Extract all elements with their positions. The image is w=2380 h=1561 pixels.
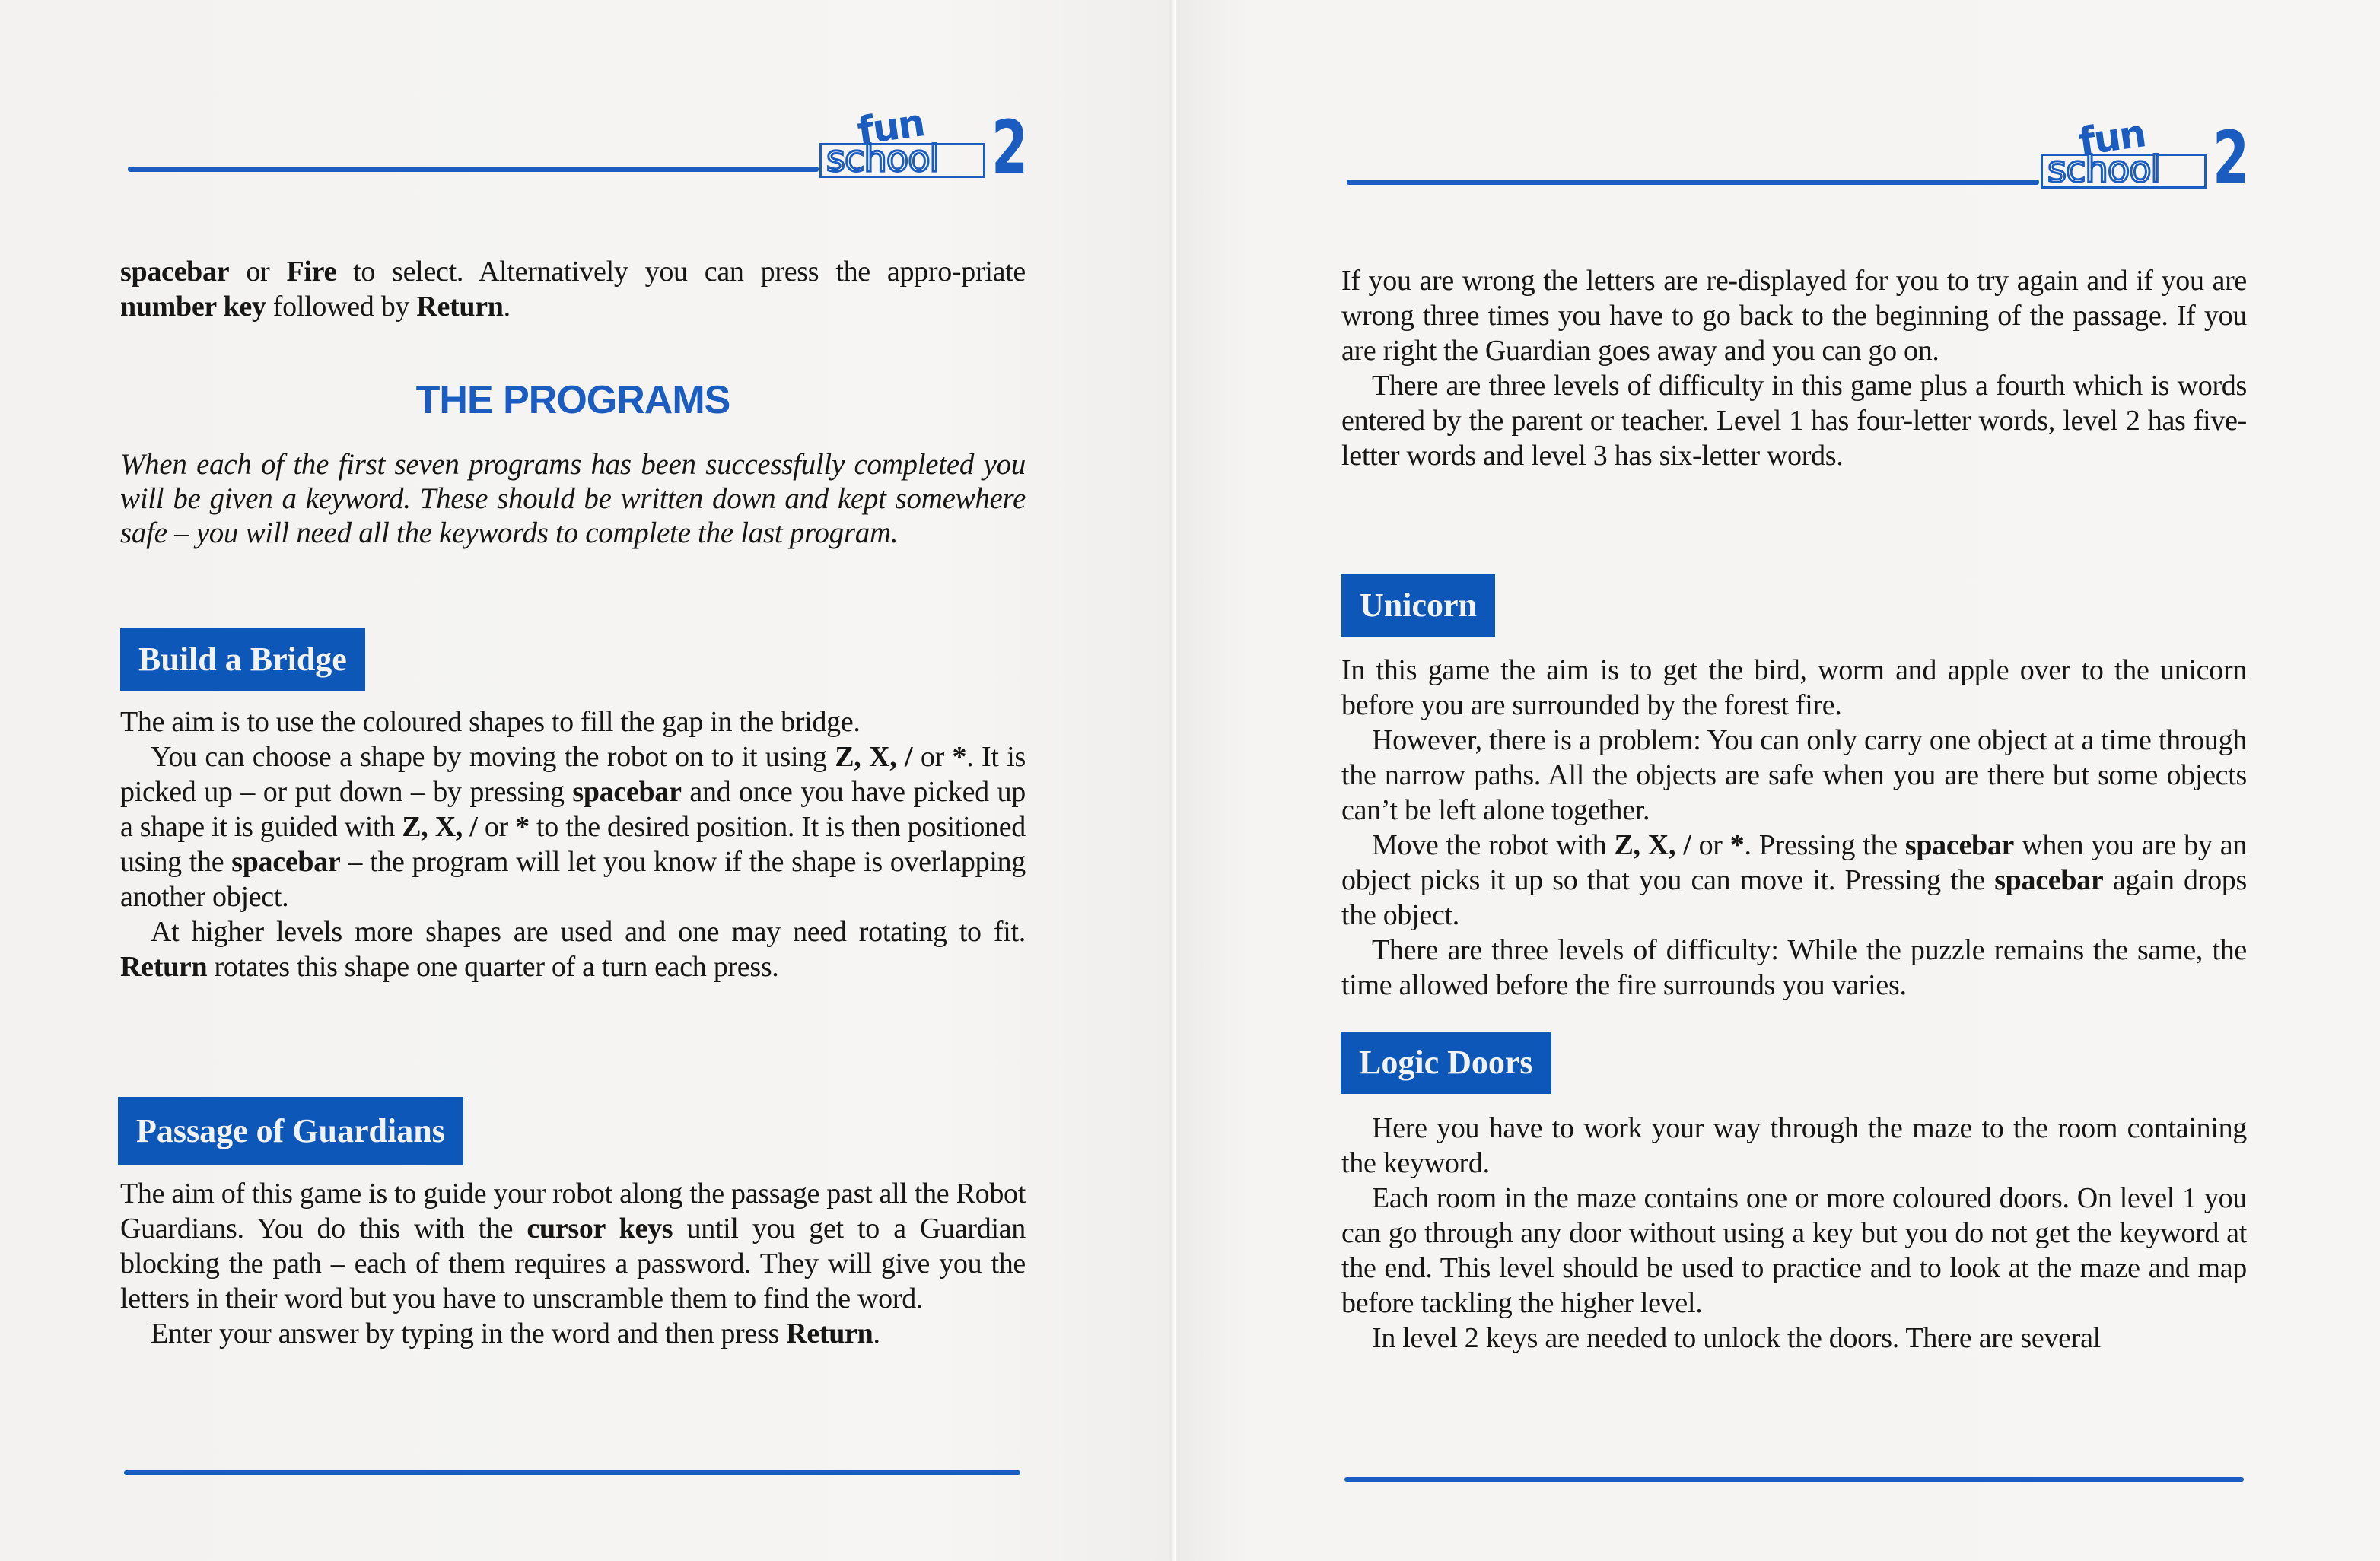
text-run: to the desired position. It is then positioned using the (120, 811, 1026, 878)
body-paragraph (1341, 653, 2247, 723)
header-rule (1347, 180, 2039, 185)
text-run: or (912, 741, 953, 773)
text-run: Move the robot with (1372, 829, 1615, 861)
text-run: However, there is a problem: You can only carry one object at a time through the narrow paths. All the objects are safe when you are there but some objects can’t be left alone together. (1341, 724, 2247, 826)
text-run: Here you have to work your way through the maze to the room containing the keyword. (1341, 1112, 2247, 1179)
text-run: In level 2 keys are needed to unlock the doors. There are several (1372, 1322, 2101, 1354)
text-run: Each room in the maze contains one or more coloured doors. On level 1 you can go through any door without using a key but you do not get the keyword at the end. This level should be used to practice and to look at the maze and map before tackling the higher level. (1341, 1182, 2247, 1319)
body-paragraph (1341, 263, 2247, 368)
text-run: followed by (266, 291, 417, 323)
section-heading-unicorn: Unicorn (1341, 574, 1495, 637)
text-run: In this game the aim is to get the bird, worm and apple over to the unicorn before you are surrounded by the forest fire. (1341, 654, 2247, 721)
logo-school-box (2041, 148, 2207, 191)
body-paragraph (120, 1316, 1026, 1351)
text-run: At higher levels more shapes are used and one may need rotating to fit. (151, 916, 1026, 948)
key-term: spacebar (1904, 829, 2015, 861)
key-term: Return (786, 1318, 873, 1350)
logo-fun-text: fun (854, 100, 927, 154)
section-body-unicorn (1341, 653, 2247, 1003)
text-run: Enter your answer by typing in the word and then press (151, 1318, 787, 1350)
text-run: or (229, 256, 287, 288)
keyword-note: When each of the first seven programs has been successfully completed you will be given a keyword. These should be written down and kept somewhere safe – you will need all the keywords to complete the last program. (120, 448, 1026, 549)
page-title: THE PROGRAMS (415, 378, 730, 422)
key-term: number key (120, 291, 266, 323)
logo-number: 2 (991, 105, 1029, 190)
body-paragraph (1341, 828, 2247, 933)
footer-rule (124, 1470, 1020, 1475)
text-run: . It is picked up – or put down – by pressing (120, 741, 1026, 808)
fun-school-2-logo (2041, 111, 2254, 202)
key-term: Z, X, / (835, 741, 913, 773)
text-run: The aim of this game is to guide your robot along the passage past all the Robot Guardians. You do this with the (120, 1178, 1026, 1245)
key-term: * (952, 741, 967, 773)
body-paragraph (1341, 1181, 2247, 1321)
body-paragraph (1341, 1321, 2247, 1356)
key-term: cursor keys (527, 1213, 673, 1245)
text-run: or (1691, 829, 1730, 861)
body-paragraph (120, 914, 1026, 984)
section-body-build-a-bridge (120, 704, 1026, 984)
text-run: There are three levels of difficulty: While the puzzle remains the same, the time allowed before the fire surrounds you varies. (1341, 934, 2247, 1001)
text-run: and once you have picked up a shape it is guided with (120, 776, 1026, 843)
text-run: when you are by an object picks it up so that you can move it. Pressing the (1341, 829, 2247, 896)
text-run: again drops the object. (1341, 864, 2247, 931)
text-run: There are three levels of difficulty in this game plus a fourth which is words entered by the parent or teacher. Level 1 has four-letter words, level 2 has five-letter words and level 3 has six-letter words. (1341, 370, 2247, 472)
body-paragraph (1341, 1111, 2247, 1181)
section-heading-passage-of-guardians: Passage of Guardians (118, 1097, 463, 1165)
left-page (0, 0, 1176, 1561)
body-paragraph (1341, 933, 2247, 1003)
section-heading-logic-doors: Logic Doors (1341, 1032, 1551, 1094)
intro-paragraph (120, 254, 1026, 324)
key-term: Z, X, / (1614, 829, 1691, 861)
passage-of-guardians-continued (1341, 263, 2247, 473)
text-run: . Pressing the (1744, 829, 1905, 861)
text-run: The aim is to use the coloured shapes to fill the gap in the bridge. (120, 706, 861, 738)
key-term: spacebar (231, 846, 341, 878)
fun-school-2-logo (819, 100, 1032, 192)
section-body-logic-doors (1341, 1111, 2247, 1356)
text-run: or (477, 811, 516, 843)
logo-school-box (819, 138, 985, 180)
section-body-passage-of-guardians (120, 1176, 1026, 1351)
text-run: rotates this shape one quarter of a turn each press. (207, 951, 779, 983)
right-page (1176, 0, 2380, 1561)
logo-fun-text: fun (2076, 111, 2148, 164)
key-term: Return (120, 951, 208, 983)
key-term: spacebar (572, 776, 682, 808)
body-paragraph (120, 739, 1026, 914)
key-term: * (1729, 829, 1745, 861)
text-run: . (503, 291, 511, 323)
logo-school-text: school (826, 138, 939, 180)
key-term: * (515, 811, 530, 843)
logo-school-text: school (2048, 148, 2160, 191)
key-term: Z, X, / (402, 811, 478, 843)
text-run: – the program will let you know if the shape is overlapping another object. (120, 846, 1026, 913)
key-term: Fire (286, 256, 337, 288)
body-paragraph (120, 1176, 1026, 1316)
footer-rule (1344, 1477, 2244, 1482)
text-run: If you are wrong the letters are re-displayed for you to try again and if you are wrong three times you have to go back to the beginning of the passage. If you are right the Guardian goes away and you can go on. (1341, 265, 2247, 367)
logo-number: 2 (2213, 116, 2250, 201)
key-term: Return (416, 291, 504, 323)
body-paragraph (1341, 368, 2247, 473)
body-paragraph (120, 704, 1026, 739)
text-run: to select. Alternatively you can press the appro-priate (336, 256, 1026, 288)
body-paragraph (1341, 723, 2247, 828)
section-heading-build-a-bridge: Build a Bridge (120, 628, 365, 691)
text-run: You can choose a shape by moving the robot on to it using (151, 741, 835, 773)
text-run: . (873, 1318, 880, 1350)
key-term: spacebar (120, 256, 230, 288)
text-run: until you get to a Guardian blocking the path – each of them requires a password. They will give you the letters in their word but you have to unscramble them to find the word. (120, 1213, 1026, 1315)
key-term: spacebar (1994, 864, 2104, 896)
header-rule (128, 167, 819, 172)
